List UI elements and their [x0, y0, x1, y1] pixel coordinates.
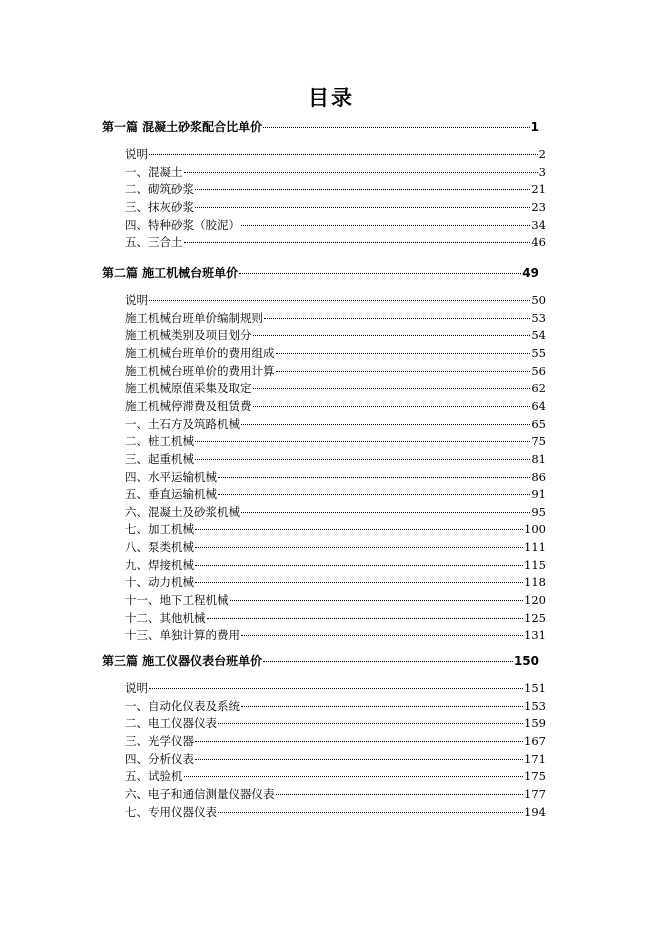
toc-page-number: 34 — [531, 217, 546, 232]
toc-part-1[interactable] — [102, 118, 539, 136]
toc-entry[interactable] — [125, 233, 546, 251]
toc-page-number: 56 — [531, 363, 546, 378]
toc-entry[interactable] — [125, 326, 546, 344]
dot-leader — [195, 529, 523, 530]
toc-entry-label: 一、土石方及筑路机械 — [125, 416, 240, 431]
dot-leader — [276, 353, 531, 354]
dot-leader — [149, 300, 530, 301]
toc-page-number: 53 — [531, 310, 546, 325]
toc-page-number: 65 — [531, 416, 546, 431]
toc-entry-label: 十一、地下工程机械 — [125, 593, 229, 608]
dot-leader — [184, 242, 531, 243]
dot-leader — [184, 776, 524, 777]
toc-entry[interactable] — [125, 679, 546, 697]
dot-leader — [195, 565, 523, 566]
toc-entry[interactable] — [125, 198, 546, 216]
toc-entry-label: 六、电子和通信测量仪器仪表 — [125, 786, 275, 801]
toc-entry-label: 一、自动化仪表及系统 — [125, 698, 240, 713]
toc-entry-label: 九、焊接机械 — [125, 557, 194, 572]
toc-page-number: 151 — [524, 681, 546, 695]
dot-leader — [195, 741, 523, 742]
toc-entry-label: 十二、其他机械 — [125, 610, 206, 625]
toc-page-number: 115 — [524, 557, 546, 572]
toc-entry-label: 施工机械台班单价的费用计算 — [125, 363, 275, 378]
toc-entry[interactable] — [125, 785, 546, 803]
dot-leader — [149, 154, 538, 155]
toc-entry-label: 五、三合土 — [125, 235, 183, 250]
dot-leader — [276, 371, 531, 372]
toc-entry[interactable] — [125, 450, 546, 468]
toc-entry[interactable] — [125, 697, 546, 715]
toc-entry-label: 五、垂直运输机械 — [125, 487, 217, 502]
dot-leader — [195, 582, 523, 583]
toc-page-number: 150 — [513, 654, 539, 668]
toc-page-number: 100 — [524, 522, 546, 537]
dot-leader — [276, 794, 524, 795]
toc-entry-label: 七、专用仪器仪表 — [125, 804, 217, 819]
toc-entry[interactable] — [125, 714, 546, 732]
toc-page-number: 21 — [531, 182, 546, 197]
toc-entry[interactable] — [125, 520, 546, 538]
dot-leader — [184, 172, 538, 173]
toc-page-number: 159 — [524, 716, 546, 731]
dot-leader — [253, 406, 531, 407]
toc-page-number: 54 — [531, 328, 546, 343]
toc-entry[interactable] — [125, 485, 546, 503]
toc-entry-label: 说明 — [125, 147, 148, 161]
toc-entry-label: 施工机械原值采集及取定 — [125, 381, 252, 396]
dot-leader — [264, 318, 530, 319]
toc-page-number: 91 — [531, 487, 546, 502]
toc-entry-label: 施工机械台班单价的费用组成 — [125, 345, 275, 360]
dot-leader — [218, 723, 523, 724]
toc-entry[interactable] — [125, 145, 546, 163]
toc-entry-label: 八、泵类机械 — [125, 540, 194, 555]
toc-page-number: 75 — [531, 434, 546, 449]
dot-leader — [207, 618, 524, 619]
toc-entry[interactable] — [125, 379, 546, 397]
toc-entry-label: 说明 — [125, 681, 148, 695]
toc-page-number: 177 — [524, 786, 546, 801]
dot-leader — [218, 477, 530, 478]
dot-leader — [195, 759, 523, 760]
toc-page-number: 46 — [531, 235, 546, 250]
toc-page-number: 86 — [531, 469, 546, 484]
dot-leader — [195, 441, 530, 442]
toc-part-2[interactable] — [102, 264, 539, 282]
page-title: 目录 — [308, 86, 354, 110]
toc-entry[interactable] — [125, 163, 546, 181]
toc-entry[interactable] — [125, 626, 546, 644]
toc-entry-label: 四、特种砂浆（胶泥） — [125, 217, 240, 232]
toc-page-number: 3 — [538, 164, 546, 179]
toc-page-number: 62 — [531, 381, 546, 396]
toc-page-number: 95 — [531, 504, 546, 519]
toc-entry[interactable] — [125, 216, 546, 234]
dot-leader — [263, 127, 529, 128]
dot-leader — [253, 388, 531, 389]
toc-page-number: 194 — [524, 804, 546, 819]
toc-page-number: 125 — [524, 610, 546, 625]
dot-leader — [241, 225, 530, 226]
toc-entry[interactable] — [125, 609, 546, 627]
toc-entry[interactable] — [125, 291, 546, 309]
toc-entry[interactable] — [125, 397, 546, 415]
toc-part-3[interactable] — [102, 652, 539, 670]
toc-entry-label: 二、桩工机械 — [125, 434, 194, 449]
toc-entry-label: 十三、单独计算的费用 — [125, 628, 240, 643]
dot-leader — [263, 661, 513, 662]
toc-entry[interactable] — [125, 591, 546, 609]
toc-page-number: 2 — [538, 147, 546, 161]
toc-entry-label: 施工机械台班单价编制规则 — [125, 310, 263, 325]
toc-entry[interactable] — [125, 309, 546, 327]
toc-entry[interactable] — [125, 362, 546, 380]
toc-entry[interactable] — [125, 750, 546, 768]
toc-entry-label: 二、砌筑砂浆 — [125, 182, 194, 197]
dot-leader — [230, 600, 524, 601]
toc-entry-label: 七、加工机械 — [125, 522, 194, 537]
toc-page-number: 23 — [531, 199, 546, 214]
toc-page-number: 175 — [524, 769, 546, 784]
toc-page-number: 111 — [524, 540, 546, 555]
toc-page-number: 64 — [531, 398, 546, 413]
toc-page-number: 81 — [531, 451, 546, 466]
toc-entry[interactable] — [125, 180, 546, 198]
toc-entry-label: 说明 — [125, 293, 148, 307]
dot-leader — [253, 335, 531, 336]
toc-entry-label: 施工机械停滞费及租赁费 — [125, 398, 252, 413]
toc-entry-label: 三、起重机械 — [125, 451, 194, 466]
toc-entry-label: 一、混凝土 — [125, 164, 183, 179]
dot-leader — [241, 424, 530, 425]
toc-entry[interactable] — [125, 803, 546, 821]
toc-part-label: 第三篇 施工仪器仪表台班单价 — [102, 654, 263, 668]
dot-leader — [241, 706, 523, 707]
dot-leader — [218, 812, 523, 813]
dot-leader — [195, 459, 530, 460]
toc-entry[interactable] — [125, 767, 546, 785]
dot-leader — [195, 547, 523, 548]
toc-entry-label: 五、试验机 — [125, 769, 183, 784]
toc-entry[interactable] — [125, 573, 546, 591]
toc-entry[interactable] — [125, 732, 546, 750]
toc-page-number: 167 — [524, 733, 546, 748]
toc-entry-label: 二、电工仪器仪表 — [125, 716, 217, 731]
toc-part-label: 第一篇 混凝土砂浆配合比单价 — [102, 120, 263, 134]
toc-part-label: 第二篇 施工机械台班单价 — [102, 266, 239, 280]
toc-entry-label: 施工机械类别及项目划分 — [125, 328, 252, 343]
dot-leader — [241, 635, 523, 636]
toc-entry[interactable] — [125, 432, 546, 450]
toc-page-number: 49 — [522, 266, 539, 280]
dot-leader — [218, 494, 530, 495]
toc-entry-label: 三、光学仪器 — [125, 733, 194, 748]
toc-page-number: 153 — [524, 698, 546, 713]
toc-entry-label: 四、水平运输机械 — [125, 469, 217, 484]
dot-leader — [239, 273, 521, 274]
dot-leader — [149, 688, 523, 689]
toc-page-number: 1 — [530, 120, 539, 134]
dot-leader — [195, 207, 530, 208]
toc-entry-label: 十、动力机械 — [125, 575, 194, 590]
toc-entry-label: 四、分析仪表 — [125, 751, 194, 766]
dot-leader — [195, 189, 530, 190]
toc-page-number: 171 — [524, 751, 546, 766]
toc-page-number: 55 — [531, 345, 546, 360]
toc-entry[interactable] — [125, 538, 546, 556]
toc-page-number: 120 — [524, 593, 546, 608]
toc-entry[interactable] — [125, 556, 546, 574]
toc-entry[interactable] — [125, 415, 546, 433]
toc-entry[interactable] — [125, 503, 546, 521]
toc-page-number: 118 — [524, 575, 546, 590]
toc-entry[interactable] — [125, 468, 546, 486]
toc-page-number: 50 — [531, 293, 546, 307]
toc-entry[interactable] — [125, 344, 546, 362]
toc-entry-label: 三、抹灰砂浆 — [125, 199, 194, 214]
dot-leader — [241, 512, 530, 513]
toc-entry-label: 六、混凝土及砂浆机械 — [125, 504, 240, 519]
toc-page-number: 131 — [524, 628, 546, 643]
